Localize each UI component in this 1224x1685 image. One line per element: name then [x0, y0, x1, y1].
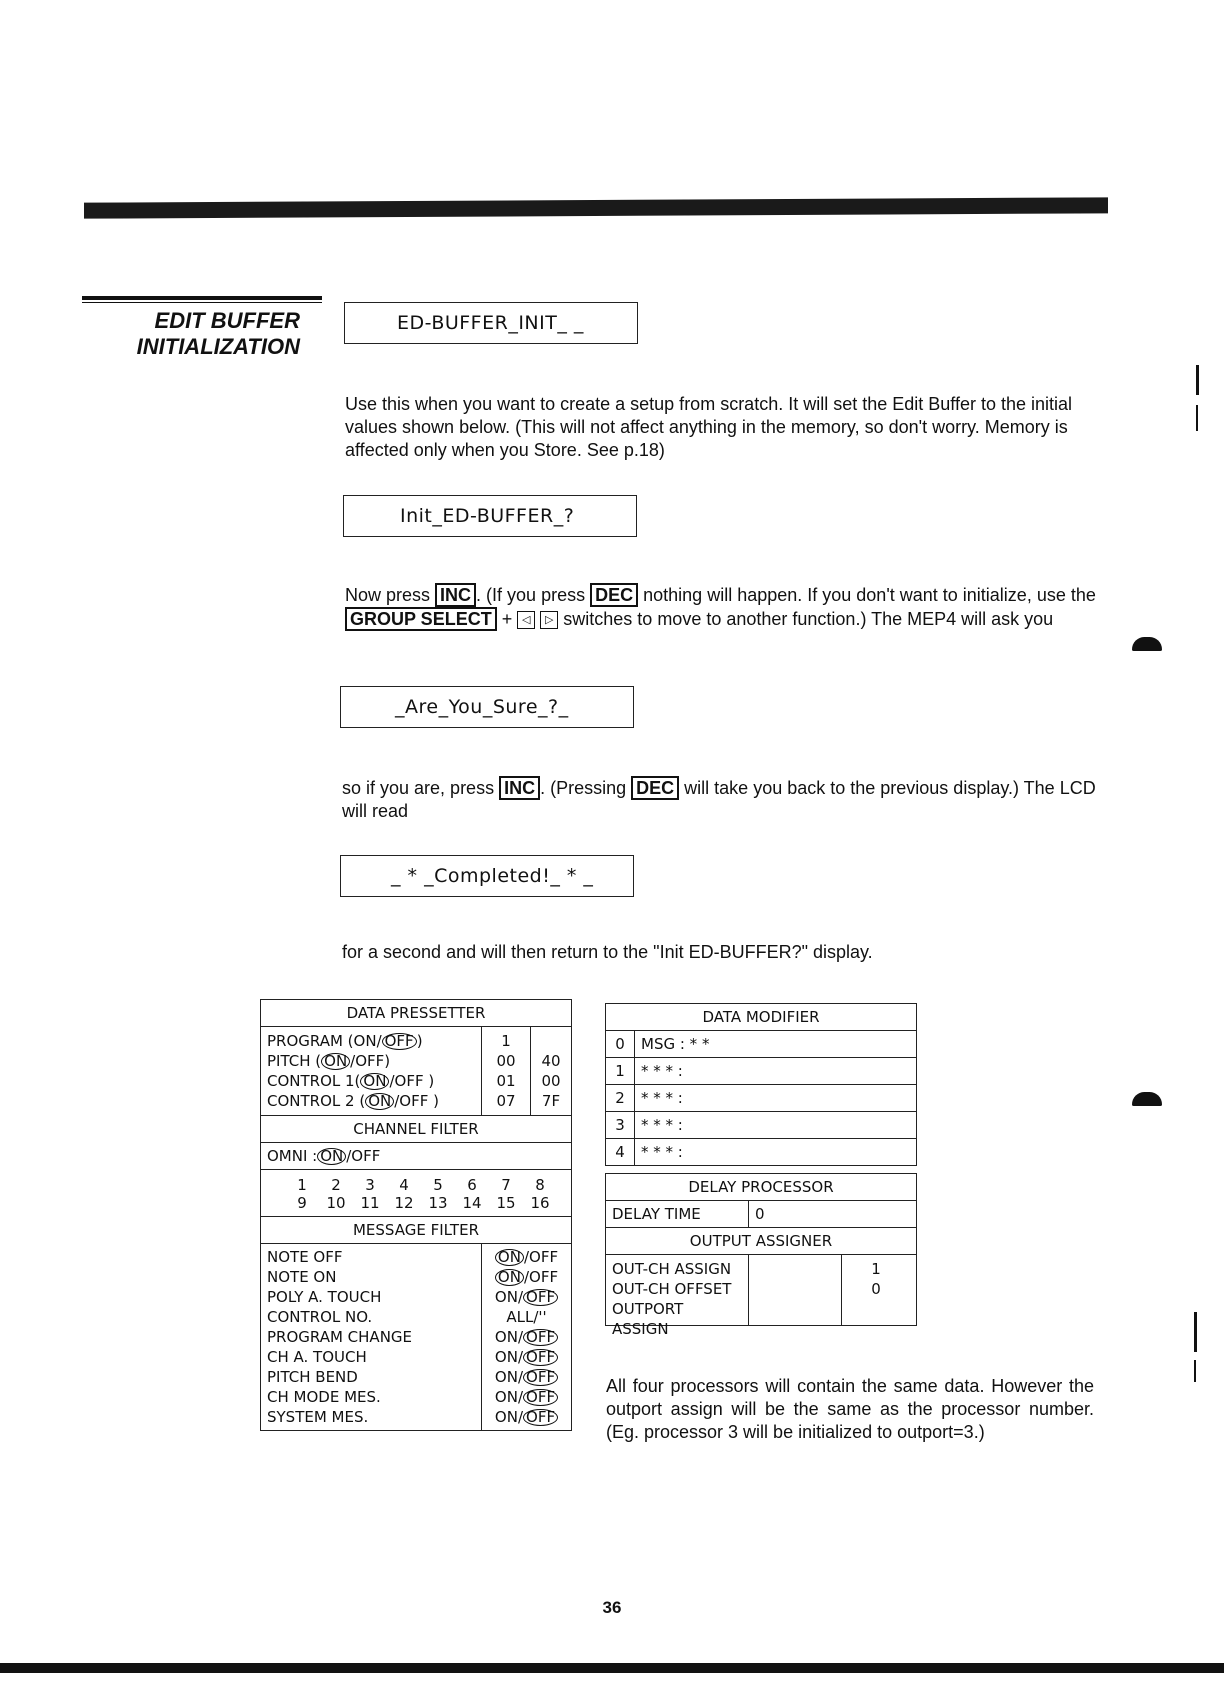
dec-key: DEC: [590, 583, 638, 607]
filter-value: [488, 1367, 565, 1387]
filter-label: NOTE ON: [267, 1268, 337, 1286]
text-span: . (Pressing: [540, 778, 627, 798]
output-values: [749, 1255, 917, 1326]
delay-table: [605, 1173, 917, 1338]
output-title: OUTPUT ASSIGNER: [606, 1228, 917, 1255]
margin-mark: [1196, 405, 1198, 431]
return-paragraph: for a second and will then return to the "Init ED-BUFFER?" display.: [342, 942, 873, 962]
text-span: ON/: [494, 1368, 524, 1386]
instruction-paragraph: [345, 583, 1100, 631]
selected-option: OFF: [523, 1369, 558, 1386]
presetter-row: [267, 1071, 475, 1091]
text-span: /OFF: [523, 1268, 559, 1286]
filter-label: PROGRAM CHANGE: [267, 1328, 413, 1346]
text-span: ON/: [494, 1388, 524, 1406]
text-span: /OFF): [350, 1052, 391, 1070]
dec-key: DEC: [631, 776, 679, 800]
modifier-table: [605, 1003, 917, 1166]
lcd-text: Init_ED-BUFFER_?: [400, 505, 575, 527]
channel-number: 5: [433, 1176, 443, 1194]
text-span: so if you are, press: [342, 778, 495, 798]
left-arrow-icon: ◁: [517, 611, 535, 629]
modifier-value: MSG : * *: [635, 1031, 917, 1058]
omni-row: [261, 1143, 572, 1170]
channel-grid: [285, 1176, 565, 1212]
filter-value: [488, 1287, 565, 1307]
lcd-display-confirm: [343, 495, 637, 537]
text-span: will take you back to the previous display.) The LCD will read: [342, 778, 1096, 821]
channel-number: 7: [501, 1176, 511, 1194]
text-span: /OFF ): [394, 1092, 439, 1110]
modifier-value: * * * :: [635, 1112, 917, 1139]
filter-label: SYSTEM MES.: [267, 1408, 369, 1426]
filter-value: [488, 1387, 565, 1407]
output-value: 0: [871, 1280, 881, 1298]
text-span: CONTROL 2 (: [267, 1092, 366, 1110]
modifier-value: * * * :: [635, 1139, 917, 1166]
margin-mark: [1194, 1312, 1197, 1352]
text-span: OMNI :: [267, 1147, 318, 1165]
channel-number: 9: [297, 1194, 307, 1212]
section-title-line2: INITIALIZATION: [136, 334, 300, 359]
filter-value: [488, 1327, 565, 1347]
value-cell: 07: [496, 1092, 516, 1110]
filter-value: [488, 1267, 565, 1287]
selected-option: OFF: [523, 1389, 558, 1406]
filter-value: [488, 1347, 565, 1367]
filter-label: POLY A. TOUCH: [267, 1288, 382, 1306]
modifier-value: * * * :: [635, 1085, 917, 1112]
filter-label: CH A. TOUCH: [267, 1348, 367, 1366]
header-bar: [84, 197, 1108, 218]
output-value: [842, 1299, 910, 1319]
channel-grid-cell: [261, 1170, 572, 1217]
lcd-display-init: [344, 302, 638, 344]
group-select-key: GROUP SELECT: [345, 607, 497, 631]
lcd-text: _ * _Completed!_ * _: [391, 865, 594, 887]
text-span: PITCH (: [267, 1052, 322, 1070]
modifier-index: 1: [606, 1058, 635, 1085]
modifier-title: DATA MODIFIER: [606, 1004, 917, 1031]
presetter-value-col1: [482, 1027, 531, 1116]
text-span: ): [416, 1032, 423, 1050]
text-span: ON/: [494, 1328, 524, 1346]
lcd-display-are-you-sure: [340, 686, 634, 728]
modifier-index: 4: [606, 1139, 635, 1166]
text-span: /OFF: [523, 1248, 559, 1266]
output-labels: [606, 1255, 749, 1338]
presetter-value-col2: [531, 1027, 572, 1116]
intro-paragraph: Use this when you want to create a setup from scratch. It will set the Edit Buffer to the initial values shown below. (This will not affect anything in the memory, so don't worry. Memory is affected only when you Store. See p.18): [345, 394, 1073, 460]
section-rule-thin: [82, 302, 322, 303]
selected-option: OFF: [523, 1289, 558, 1306]
filter-value: [488, 1247, 565, 1267]
text-span: ON/: [494, 1288, 524, 1306]
presetter-labels: [261, 1027, 482, 1116]
channel-number: 4: [399, 1176, 409, 1194]
text-span: ALL/'': [506, 1308, 547, 1326]
channel-number: 15: [496, 1194, 516, 1212]
value-cell: 00: [541, 1072, 561, 1090]
text-span: switches to move to another function.) The MEP4 will ask you: [563, 609, 1054, 629]
page-number: 36: [602, 1598, 622, 1617]
delay-label: DELAY TIME: [606, 1201, 749, 1228]
modifier-index: 0: [606, 1031, 635, 1058]
modifier-value: * * * :: [635, 1058, 917, 1085]
delay-title: DELAY PROCESSOR: [606, 1174, 917, 1201]
filter-value: [488, 1407, 565, 1427]
selected-option: ON: [365, 1093, 394, 1110]
processor-note: All four processors will contain the same data. However the outport assign will be the same as the processor number. (Eg. processor 3 will be initialized to outport=3.): [606, 1376, 1094, 1442]
right-arrow-icon: ▷: [540, 611, 558, 629]
text-span: PROGRAM (ON/: [267, 1032, 382, 1050]
channel-number: 16: [530, 1194, 550, 1212]
channel-number: 6: [467, 1176, 477, 1194]
text-span: Now press: [345, 585, 431, 605]
section-rule: [82, 296, 322, 300]
message-filter-labels: [261, 1244, 482, 1431]
presetter-title: DATA PRESSETTER: [261, 1000, 572, 1027]
value-cell: 7F: [541, 1092, 561, 1110]
footer-bar: [0, 1663, 1224, 1673]
text-span: ON/: [494, 1408, 524, 1426]
lcd-text: _Are_You_Sure_?_: [395, 696, 569, 718]
channel-number: 11: [360, 1194, 380, 1212]
selected-option: ON: [495, 1249, 524, 1266]
output-value: 1: [871, 1260, 881, 1278]
channel-number: 14: [462, 1194, 482, 1212]
channel-number: 3: [365, 1176, 375, 1194]
modifier-index: 2: [606, 1085, 635, 1112]
section-title: [80, 308, 300, 360]
margin-mark: [1196, 365, 1199, 395]
text-span: CONTROL 1(: [267, 1072, 361, 1090]
filter-label: CH MODE MES.: [267, 1388, 381, 1406]
value-cell: 00: [496, 1052, 516, 1070]
output-value-col: [841, 1255, 910, 1325]
selected-option: OFF: [523, 1329, 558, 1346]
presetter-row: [267, 1031, 475, 1051]
presetter-row: [267, 1051, 475, 1071]
value-cell: 01: [496, 1072, 516, 1090]
channel-filter-title: CHANNEL FILTER: [261, 1116, 572, 1143]
text-span: +: [501, 609, 513, 629]
selected-option: OFF: [523, 1349, 558, 1366]
text-span: /OFF: [346, 1147, 381, 1165]
inc-key: INC: [435, 583, 476, 607]
inc-key: INC: [499, 776, 540, 800]
text-span: . (If you press: [476, 585, 586, 605]
selected-option: OFF: [523, 1409, 558, 1426]
selected-option: ON: [317, 1148, 346, 1165]
text-span: nothing will happen. If you don't want to initialize, use the: [643, 585, 1096, 605]
section-title-line1: EDIT BUFFER: [154, 308, 300, 333]
output-label: OUTPORT ASSIGN: [612, 1300, 684, 1338]
punch-mark: [1132, 1092, 1162, 1106]
channel-number: 10: [326, 1194, 346, 1212]
selected-option: ON: [360, 1073, 389, 1090]
message-filter-values: [482, 1244, 572, 1431]
lcd-text: ED-BUFFER_INIT_ _: [397, 312, 584, 334]
message-filter-title: MESSAGE FILTER: [261, 1217, 572, 1244]
filter-label: CONTROL NO.: [267, 1308, 373, 1326]
margin-mark: [1194, 1360, 1196, 1382]
delay-value: 0: [749, 1201, 917, 1228]
spacer: [749, 1259, 841, 1325]
presetter-table: [260, 999, 572, 1431]
filter-label: PITCH BEND: [267, 1368, 358, 1386]
channel-number: 8: [535, 1176, 545, 1194]
selected-option: ON: [495, 1269, 524, 1286]
value-cell: 40: [541, 1052, 561, 1070]
output-label: OUT-CH OFFSET: [612, 1280, 732, 1298]
selected-option: OFF: [382, 1033, 417, 1050]
confirm-paragraph: [342, 776, 1102, 823]
modifier-index: 3: [606, 1112, 635, 1139]
value-cell: 1: [501, 1032, 511, 1050]
channel-number: 1: [297, 1176, 307, 1194]
filter-value: [488, 1307, 565, 1327]
channel-number: 2: [331, 1176, 341, 1194]
text-span: /OFF ): [389, 1072, 435, 1090]
filter-label: NOTE OFF: [267, 1248, 343, 1266]
lcd-display-completed: [340, 855, 634, 897]
channel-number: 13: [428, 1194, 448, 1212]
output-label: OUT-CH ASSIGN: [612, 1260, 732, 1278]
selected-option: ON: [321, 1053, 350, 1070]
punch-mark: [1132, 637, 1162, 651]
channel-number: 12: [394, 1194, 414, 1212]
presetter-row: [267, 1091, 475, 1111]
value-cell: [537, 1031, 565, 1051]
text-span: ON/: [494, 1348, 524, 1366]
output-values-wrap: [749, 1259, 910, 1325]
